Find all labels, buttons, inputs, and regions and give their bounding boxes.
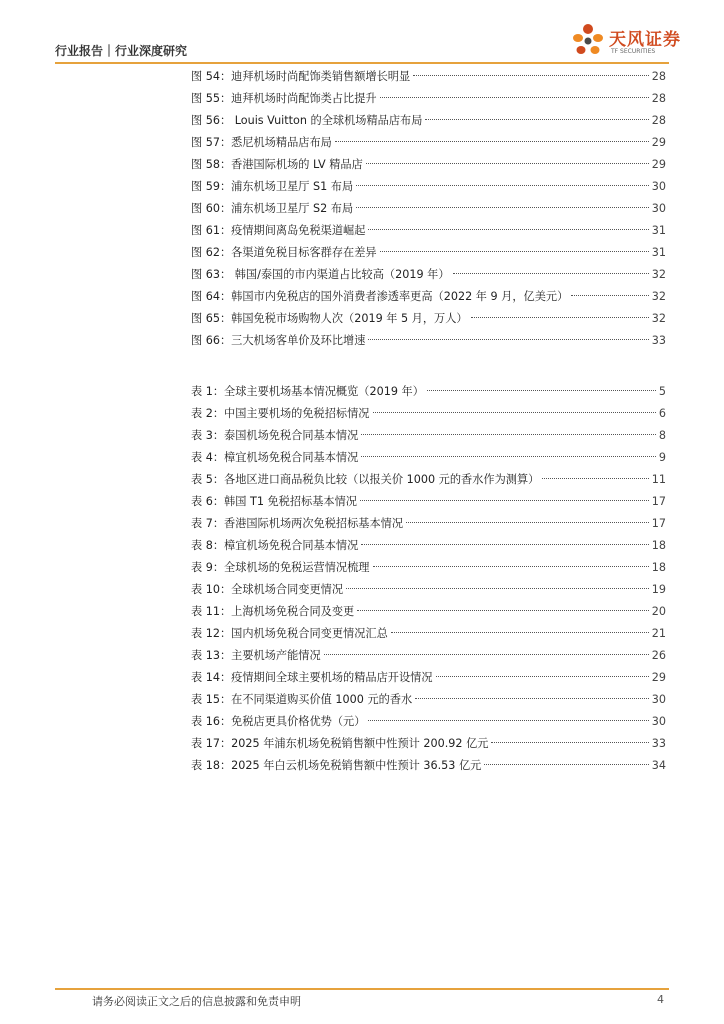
footer-divider — [55, 988, 669, 990]
figure-index-entry[interactable] — [191, 176, 666, 198]
entry-label: 图 57：悉尼机场精品店布局 — [191, 136, 332, 149]
tf-securities-logo — [568, 20, 681, 60]
table-index-entry[interactable] — [191, 557, 666, 579]
dot-leader — [368, 720, 648, 721]
entry-page-number: 30 — [651, 202, 666, 215]
entry-page-number: 32 — [651, 290, 666, 303]
entry-label: 表 1：全球主要机场基本情况概览（2019 年） — [191, 385, 424, 398]
dot-leader — [571, 295, 648, 296]
entry-page-number: 33 — [651, 334, 666, 347]
table-index-entry[interactable] — [191, 425, 666, 447]
entry-page-number: 34 — [651, 759, 666, 772]
table-index-entry[interactable] — [191, 513, 666, 535]
dot-leader — [425, 119, 648, 120]
entry-label: 表 12：国内机场免税合同变更情况汇总 — [191, 627, 388, 640]
entry-page-number: 28 — [651, 92, 666, 105]
entry-label: 表 6：韩国 T1 免税招标基本情况 — [191, 495, 357, 508]
table-index-entry[interactable] — [191, 667, 666, 689]
entry-page-number: 17 — [651, 517, 666, 530]
dot-leader — [361, 544, 648, 545]
dot-leader — [380, 251, 649, 252]
entry-page-number: 29 — [651, 158, 666, 171]
table-index-list — [191, 381, 666, 777]
entry-label: 图 62：各渠道免税目标客群存在差异 — [191, 246, 377, 259]
figure-index-entry[interactable] — [191, 242, 666, 264]
figure-index-entry[interactable] — [191, 198, 666, 220]
entry-page-number: 5 — [658, 385, 666, 398]
entry-label: 表 15：在不同渠道购买价值 1000 元的香水 — [191, 693, 413, 706]
dot-leader — [373, 412, 656, 413]
entry-label: 表 2：中国主要机场的免税招标情况 — [191, 407, 370, 420]
figure-index-entry[interactable] — [191, 264, 666, 286]
entry-label: 表 11：上海机场免税合同及变更 — [191, 605, 355, 618]
brand-name-cn: 天风证券 — [609, 30, 681, 50]
entry-page-number: 31 — [651, 246, 666, 259]
header-divider — [55, 62, 669, 64]
dot-leader — [453, 273, 649, 274]
dot-leader — [357, 610, 649, 611]
table-index-entry[interactable] — [191, 733, 666, 755]
entry-label: 表 10：全球机场合同变更情况 — [191, 583, 344, 596]
entry-page-number: 33 — [651, 737, 666, 750]
entry-page-number: 19 — [651, 583, 666, 596]
figure-index-entry[interactable] — [191, 66, 666, 88]
dot-leader — [436, 676, 649, 677]
dot-leader — [415, 698, 649, 699]
dot-leader — [471, 317, 649, 318]
table-index-entry[interactable] — [191, 689, 666, 711]
entry-label: 图 64：韩国市内免税店的国外消费者渗透率更高（2022 年 9 月，亿美元） — [191, 290, 569, 303]
dot-leader — [368, 229, 648, 230]
figure-index-entry[interactable] — [191, 220, 666, 242]
entry-page-number: 32 — [651, 312, 666, 325]
table-index-entry[interactable] — [191, 645, 666, 667]
dot-leader — [368, 339, 648, 340]
table-index-entry[interactable] — [191, 601, 666, 623]
figure-index-entry[interactable] — [191, 308, 666, 330]
dot-leader — [361, 456, 656, 457]
figure-index-entry[interactable] — [191, 330, 666, 352]
dot-leader — [542, 478, 648, 479]
table-index-entry[interactable] — [191, 623, 666, 645]
dot-leader — [373, 566, 649, 567]
entry-page-number: 6 — [658, 407, 666, 420]
dot-leader — [356, 207, 649, 208]
entry-page-number: 18 — [651, 561, 666, 574]
dot-leader — [391, 632, 649, 633]
table-index-entry[interactable] — [191, 447, 666, 469]
dot-leader — [324, 654, 649, 655]
table-index-entry[interactable] — [191, 491, 666, 513]
table-index-entry[interactable] — [191, 711, 666, 733]
figure-index-entry[interactable] — [191, 110, 666, 132]
entry-page-number: 20 — [651, 605, 666, 618]
entry-page-number: 30 — [651, 693, 666, 706]
logo-flower-icon — [568, 20, 608, 60]
entry-label: 图 66：三大机场客单价及环比增速 — [191, 334, 366, 347]
dot-leader — [484, 764, 648, 765]
entry-label: 表 13：主要机场产能情况 — [191, 649, 321, 662]
report-category: 行业报告｜行业深度研究 — [55, 44, 188, 58]
entry-page-number: 32 — [651, 268, 666, 281]
entry-label: 表 9：全球机场的免税运营情况梳理 — [191, 561, 370, 574]
entry-page-number: 28 — [651, 114, 666, 127]
entry-page-number: 18 — [651, 539, 666, 552]
figure-index-entry[interactable] — [191, 132, 666, 154]
dot-leader — [360, 500, 649, 501]
entry-label: 图 61：疫情期间离岛免税渠道崛起 — [191, 224, 366, 237]
table-index-entry[interactable] — [191, 469, 666, 491]
table-index-entry[interactable] — [191, 755, 666, 777]
page-number: 4 — [657, 993, 664, 1006]
table-index-entry[interactable] — [191, 579, 666, 601]
entry-label: 图 65：韩国免税市场购物人次（2019 年 5 月，万人） — [191, 312, 468, 325]
figure-index-entry[interactable] — [191, 88, 666, 110]
dot-leader — [366, 163, 649, 164]
figure-index-entry[interactable] — [191, 154, 666, 176]
dot-leader — [427, 390, 656, 391]
entry-page-number: 9 — [658, 451, 666, 464]
entry-page-number: 26 — [651, 649, 666, 662]
entry-page-number: 21 — [651, 627, 666, 640]
entry-label: 表 8：樟宜机场免税合同基本情况 — [191, 539, 359, 552]
dot-leader — [356, 185, 649, 186]
dot-leader — [491, 742, 648, 743]
entry-label: 表 18：2025 年白云机场免税销售额中性预计 36.53 亿元 — [191, 759, 482, 772]
entry-label: 图 58：香港国际机场的 LV 精品店 — [191, 158, 363, 171]
entry-label: 表 16：免税店更具价格优势（元） — [191, 715, 366, 728]
dot-leader — [361, 434, 656, 435]
entry-page-number: 11 — [651, 473, 666, 486]
dot-leader — [406, 522, 649, 523]
footer-disclaimer: 请务必阅读正文之后的信息披露和免责申明 — [92, 995, 301, 1008]
dot-leader — [413, 75, 649, 76]
entry-label: 表 4：樟宜机场免税合同基本情况 — [191, 451, 359, 464]
entry-label: 图 56： Louis Vuitton 的全球机场精品店布局 — [191, 114, 423, 127]
entry-label: 表 3：泰国机场免税合同基本情况 — [191, 429, 359, 442]
dot-leader — [380, 97, 649, 98]
dot-leader — [335, 141, 649, 142]
table-index-entry[interactable] — [191, 403, 666, 425]
entry-label: 图 63： 韩国/泰国的市内渠道占比较高（2019 年） — [191, 268, 450, 281]
figure-index-list — [191, 66, 666, 352]
table-index-entry[interactable] — [191, 535, 666, 557]
entry-label: 图 59：浦东机场卫星厅 S1 布局 — [191, 180, 354, 193]
entry-label: 图 55：迪拜机场时尚配饰类占比提升 — [191, 92, 377, 105]
entry-label: 图 54：迪拜机场时尚配饰类销售额增长明显 — [191, 70, 411, 83]
table-index-entry[interactable] — [191, 381, 666, 403]
entry-page-number: 17 — [651, 495, 666, 508]
entry-page-number: 30 — [651, 715, 666, 728]
entry-page-number: 29 — [651, 671, 666, 684]
entry-page-number: 8 — [658, 429, 666, 442]
entry-page-number: 30 — [651, 180, 666, 193]
entry-label: 图 60：浦东机场卫星厅 S2 布局 — [191, 202, 354, 215]
entry-page-number: 31 — [651, 224, 666, 237]
entry-label: 表 5：各地区进口商品税负比较（以报关价 1000 元的香水作为测算） — [191, 473, 540, 486]
entry-label: 表 17：2025 年浦东机场免税销售额中性预计 200.92 亿元 — [191, 737, 489, 750]
entry-page-number: 28 — [651, 70, 666, 83]
entry-label: 表 7：香港国际机场两次免税招标基本情况 — [191, 517, 404, 530]
figure-index-entry[interactable] — [191, 286, 666, 308]
dot-leader — [346, 588, 649, 589]
entry-page-number: 29 — [651, 136, 666, 149]
entry-label: 表 14：疫情期间全球主要机场的精品店开设情况 — [191, 671, 433, 684]
brand-name-en: TF SECURITIES — [611, 48, 656, 55]
